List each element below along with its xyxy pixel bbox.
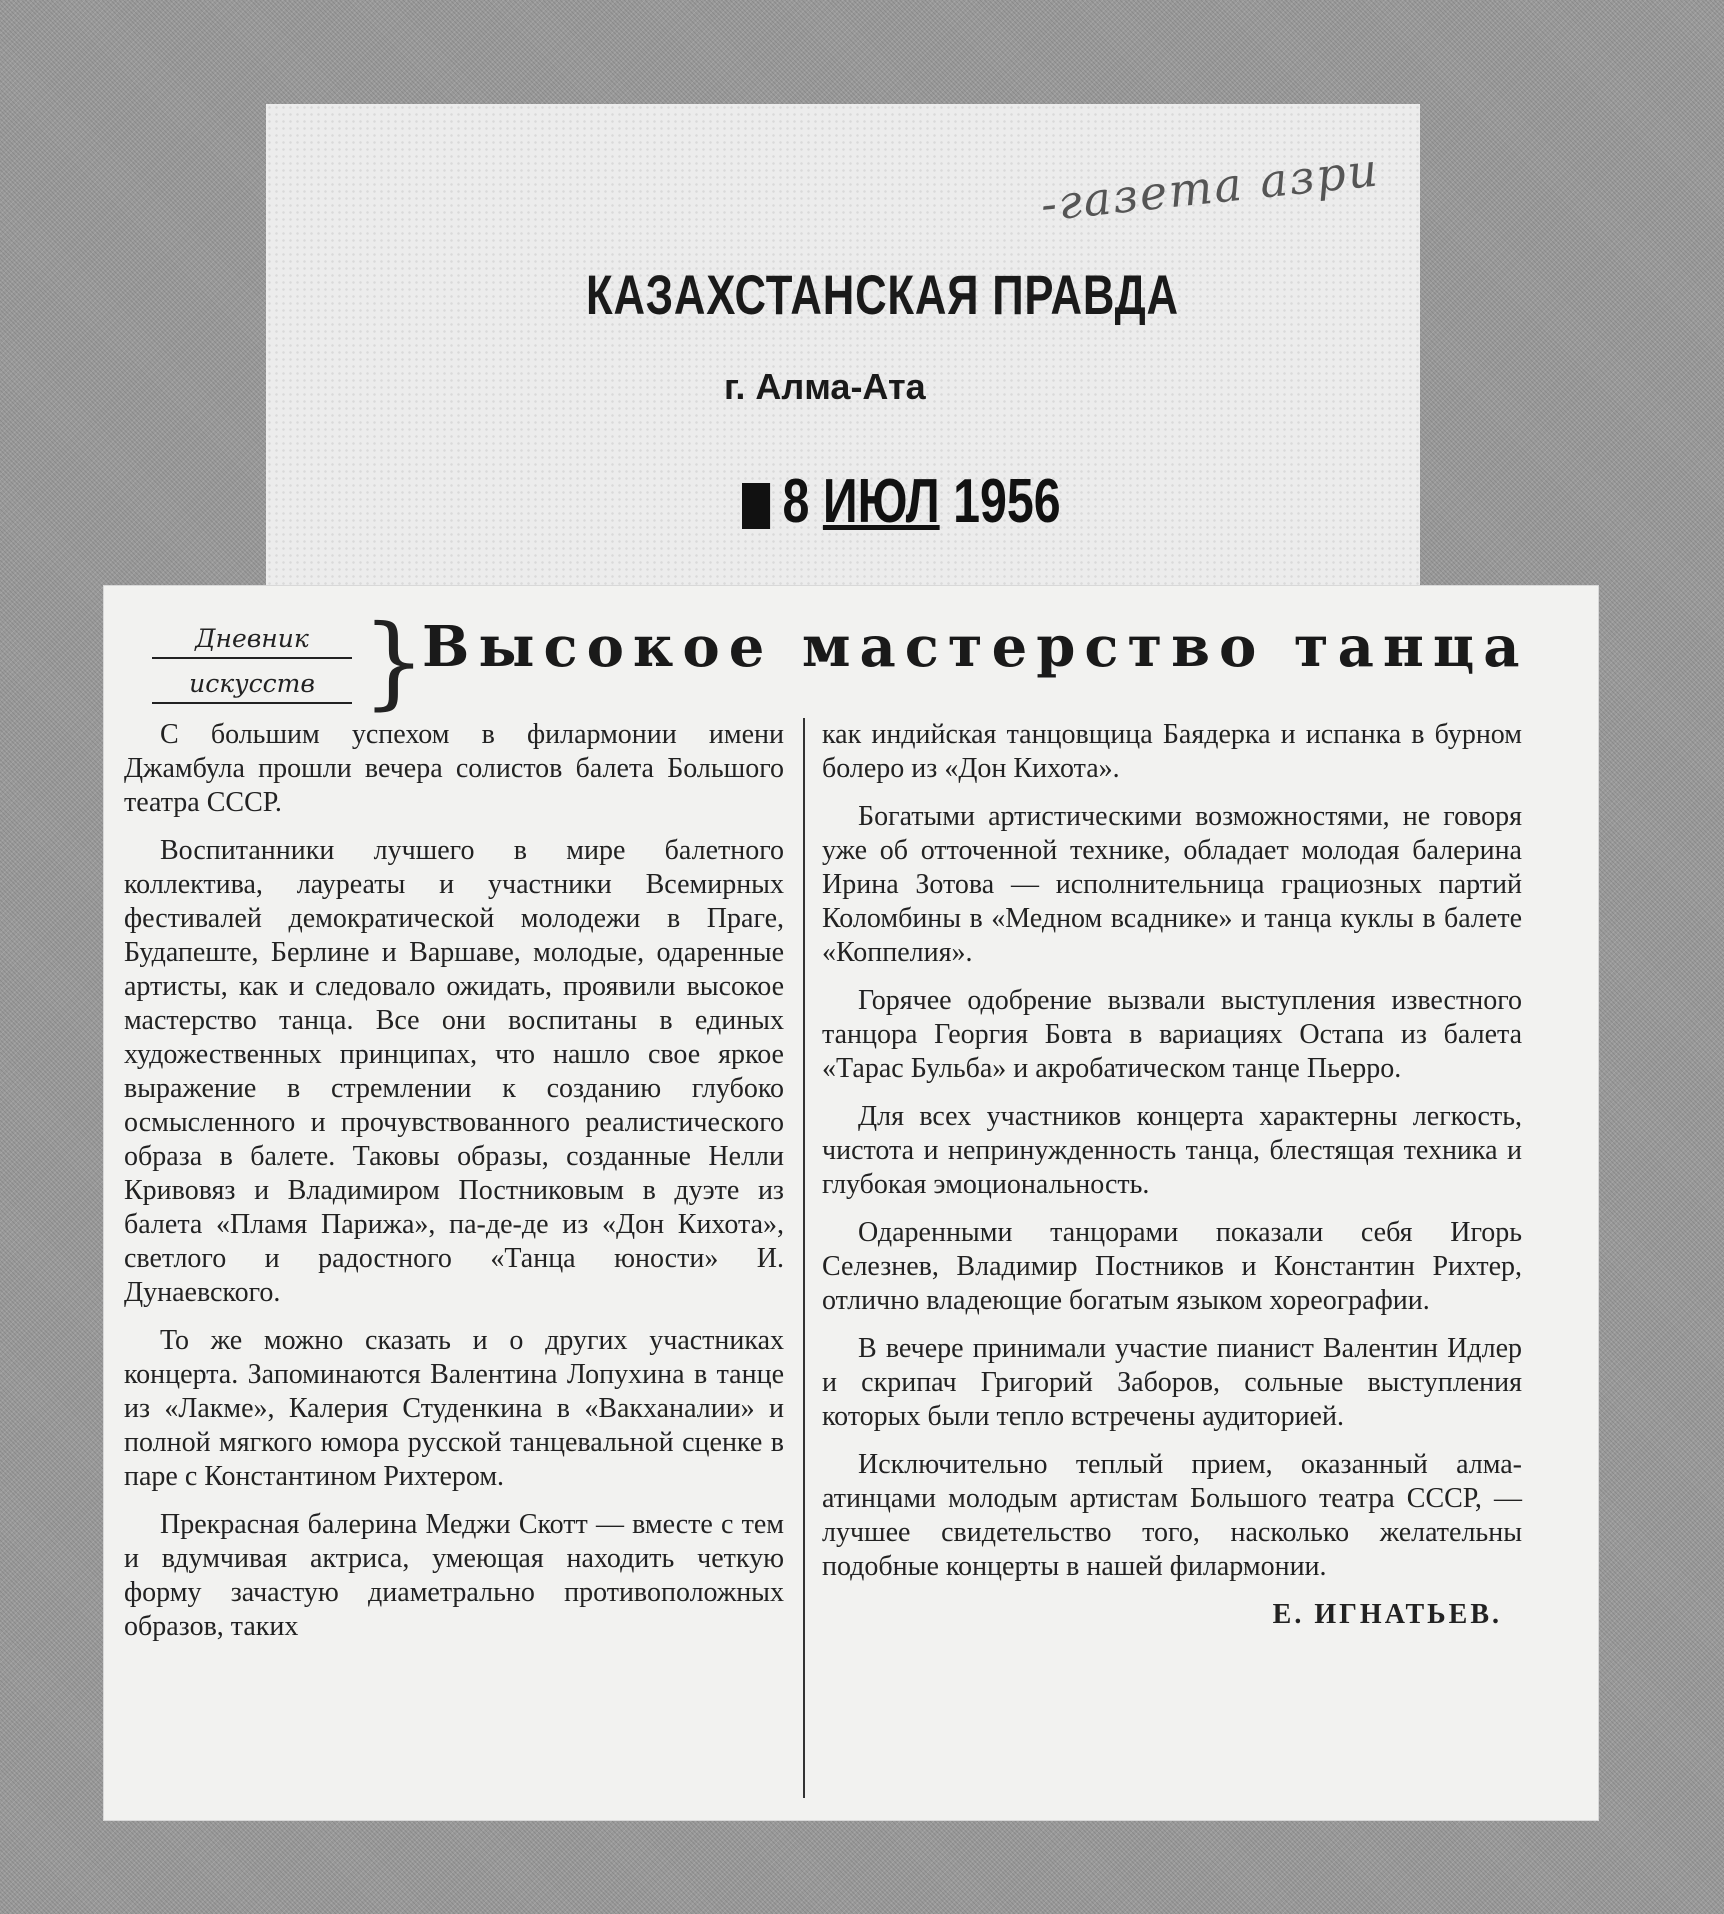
rubric-brace-icon: } (362, 603, 426, 720)
handwritten-note: -газета азри (1038, 142, 1382, 232)
date-day: 8 (782, 467, 810, 536)
city-stamp: г. Алма-Ата (724, 366, 926, 407)
article-column-left (124, 718, 784, 1658)
date-month: ИЮЛ (822, 467, 940, 536)
rubric (152, 624, 352, 714)
column-divider (803, 718, 805, 1798)
paragraph: В вечере принимали участие пианист Валентин Идлер и скрипач Григорий Заборов, сольные выступления которых были тепло встречены аудиторией. (822, 1333, 1522, 1432)
paragraph: Воспитанники лучшего в мире балетного коллектива, лауреаты и участники Всемирных фестивалей демократической молодежи в Праге, Будапеште, Берлине и Варшаве, молодые, одаренные артисты, как и следовало ожидать, проявили высокое мастерство танца. Все они воспитаны в единых художественных принципах, что нашло свое яркое выражение в стремлении к созданию глубоко осмысленного и прочувствованного реалистического образа в балете. Таковы образы, созданные Нелли Кривовяз и Владимиром Постниковым в дуэте из балета «Пламя Парижа», па-де-де из «Дон Кихота», светлого и радостного «Танца юности» И. Дунаевского. (124, 835, 784, 1308)
author-signature: Е. ИГНАТЬЕВ. (1272, 1599, 1502, 1630)
rubric-line-1: Дневник (152, 624, 352, 659)
paragraph: Богатыми артистическими возможностями, не говоря уже об отточенной технике, обладает молодая балерина Ирина Зотова — исполнительница грациозных партий Коломбины в «Медном всаднике» и танца куклы в балете «Коппелия». (822, 801, 1522, 968)
paragraph: Горячее одобрение вызвали выступления известного танцора Георгия Бовта в вариациях Остапа из балета «Тарас Бульба» и акробатическом танце Пьерро. (822, 985, 1522, 1084)
newspaper-name-stamp: КАЗАХСТАНСКАЯ ПРАВДА (586, 263, 1179, 326)
paragraph: Прекрасная балерина Меджи Скотт — вместе с тем и вдумчивая актриса, умеющая находить четкую форму зачастую диаметрально противоположных образов, таких (124, 1509, 784, 1642)
date-year: 1956 (953, 467, 1061, 536)
article-clipping (104, 586, 1598, 1820)
article-title: Высокое мастерство танца (422, 614, 1529, 680)
paragraph: как индийская танцовщица Баядерка и испанка в бурном болеро из «Дон Кихота». (822, 719, 1522, 784)
rubric-line-2: искусств (152, 669, 352, 704)
stamp-mark-icon (742, 483, 770, 529)
date-stamp (742, 466, 1061, 537)
paragraph: Для всех участников концерта характерны легкость, чистота и непринужденность танца, блестящая техника и глубокая эмоциональность. (822, 1101, 1522, 1200)
article-column-right (822, 718, 1522, 1632)
paragraph: Одаренными танцорами показали себя Игорь Селезнев, Владимир Постников и Константин Рихтер, отлично владеющие богатым языком хореографии. (822, 1217, 1522, 1316)
paragraph: С большим успехом в филармонии имени Джамбула прошли вечера солистов балета Большого театра СССР. (124, 719, 784, 818)
paragraph: То же можно сказать и о других участниках концерта. Запоминаются Валентина Лопухина в танце из «Лакме», Калерия Студенкина в «Вакханалии» и полной мягкого юмора русской танцевальной сценке в паре с Константином Рихтером. (124, 1325, 784, 1492)
newspaper-header-clipping (266, 104, 1420, 624)
paragraph: Исключительно теплый прием, оказанный алма-атинцами молодым артистам Большого театра СССР, — лучшее свидетельство того, насколько желательны подобные концерты в нашей филармонии. (822, 1449, 1522, 1582)
